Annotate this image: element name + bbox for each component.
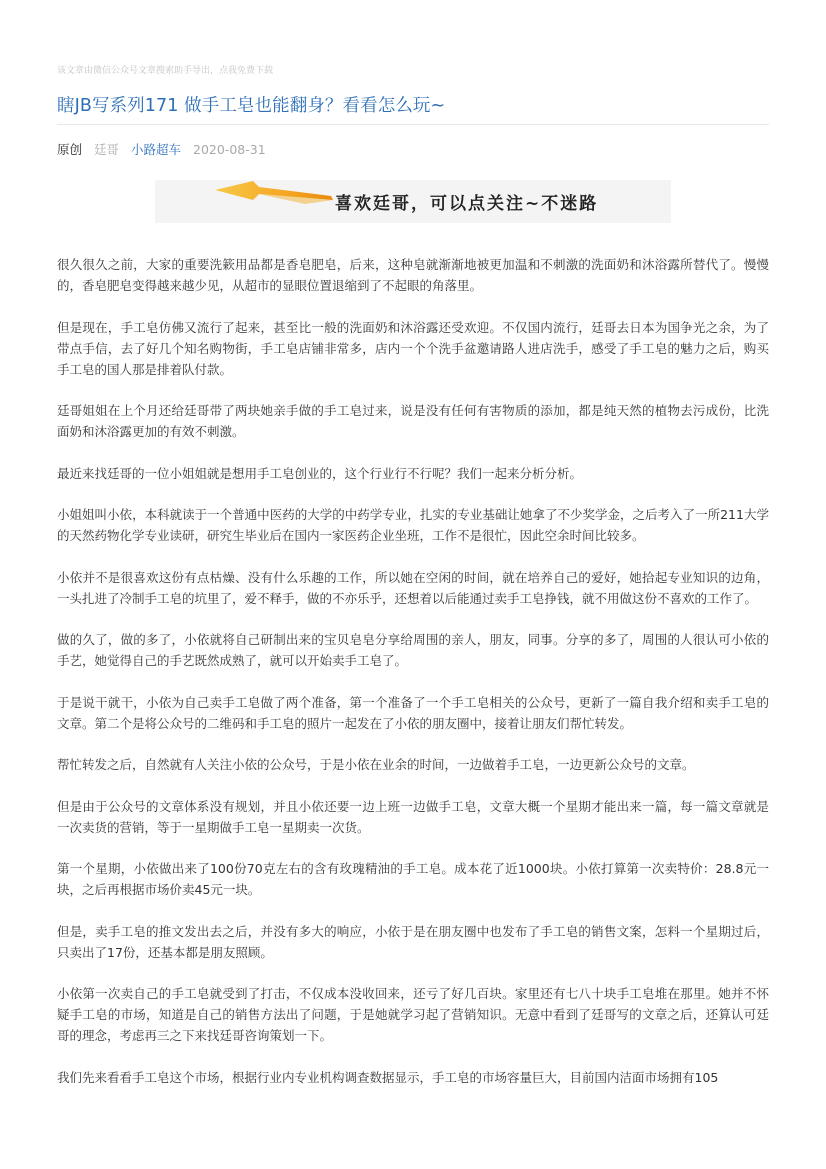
account-link[interactable]: 小路超车	[131, 142, 182, 157]
paragraph: 第一个星期，小依做出来了100份70克左右的含有玫瑰精油的手工皂。成本花了近1000块。小依打算第一次卖特价：28.8元一块，之后再根据市场价卖45元一块。	[57, 861, 769, 897]
paragraph: 但是，卖手工皂的推文发出去之后，并没有多大的响应，小依于是在朋友圈中也发布了手工皂的销售文案，怎料一个星期过后，只卖出了17份，还基本都是朋友照顾。	[57, 923, 769, 960]
paragraph: 但是由于公众号的文章体系没有规划，并且小依还要一边上班一边做手工皂，文章大概一个星期才能出来一篇，每一篇文章就是一次卖货的营销，等于一星期做手工皂一星期卖一次货。	[57, 798, 769, 835]
paragraph: 最近来找廷哥的一位小姐姐就是想用手工皂创业的，这个行业行不行呢？我们一起来分析分析。	[57, 465, 583, 481]
article-meta	[57, 140, 274, 158]
paragraph: 小依第一次卖自己的手工皂就受到了打击，不仅成本没收回来，还亏了好几百块。家里还有七八十块手工皂堆在那里。她并不怀疑手工皂的市场，知道是自己的销售方法出了问题，于是她就学习起了营销知识。无意中看到了廷哥写的文章之后，还算认可廷哥的理念，考虑再三之下来找廷哥咨询策划一下。	[57, 986, 769, 1043]
publish-date: 2020-08-31	[193, 142, 266, 157]
article-title: 瞎JB写系列171 做手工皂也能翻身？看看怎么玩~	[57, 96, 446, 116]
paragraph: 小姐姐叫小依，本科就读于一个普通中医药的大学的中药学专业，扎实的专业基础让她拿了不少奖学金，之后考入了一所211大学的天然药物化学专业读研，研究生毕业后在国内一家医药企业坐班，工作不是很忙，因此空余时间比较多。	[57, 507, 769, 543]
banner-slogan: 喜欢廷哥，可以点关注~不迷路	[335, 194, 599, 214]
paragraph: 做的久了，做的多了，小依就将自己研制出来的宝贝皂皂分享给周围的亲人，朋友，同事。分享的多了，周围的人很认可小依的手艺，她觉得自己的手艺既然成熟了，就可以开始卖手工皂了。	[57, 632, 769, 668]
author-name: 廷哥	[94, 142, 120, 157]
paragraph: 很久很久之前，大家的重要洗簌用品都是香皂肥皂，后来，这种皂就渐渐地被更加温和不刺激的洗面奶和沐浴露所替代了。慢慢的，香皂肥皂变得越来越少见，从超市的显眼位置退缩到了不起眼的角落里。	[57, 257, 769, 293]
paragraph: 小依并不是很喜欢这份有点枯燥、没有什么乐趣的工作，所以她在空闲的时间，就在培养自己的爱好，她拾起专业知识的边角，一头扎进了冷制手工皂的坑里了，爱不释手，做的不亦乐乎，还想着以后能通过卖手工皂挣钱，就不用做这份不喜欢的工作了。	[57, 569, 769, 606]
export-watermark-link[interactable]: 该文章由微信公众号文章搜索助手导出，点我免费下载	[57, 66, 274, 76]
follow-banner	[155, 180, 671, 223]
paragraph: 于是说干就干，小依为自己卖手工皂做了两个准备，第一个准备了一个手工皂相关的公众号，更新了一篇自我介绍和卖手工皂的文章。第二个是将公众号的二维码和手工皂的照片一起发在了小依的朋友圈中，接着让朋友们帮忙转发。	[57, 694, 769, 731]
paragraph: 我们先来看看手工皂这个市场，根据行业内专业机构调查数据显示，手工皂的市场容量巨大，目前国内洁面市场拥有105	[57, 1069, 719, 1085]
paragraph: 但是现在，手工皂仿佛又流行了起来，甚至比一般的洗面奶和沐浴露还受欢迎。不仅国内流行，廷哥去日本为国争光之余，为了带点手信，去了好几个知名购物街，手工皂店铺非常多，店内一个个洗手盆邀请路人进店洗手，感受了手工皂的魅力之后，购买手工皂的国人那是排着队付款。	[57, 319, 769, 377]
paragraph: 帮忙转发之后，自然就有人关注小依的公众号，于是小依在业余的时间，一边做着手工皂，一边更新公众号的文章。	[57, 757, 695, 772]
article-body	[57, 254, 769, 1108]
title-divider	[57, 124, 769, 125]
original-tag: 原创	[57, 142, 83, 157]
paragraph: 廷哥姐姐在上个月还给廷哥带了两块她亲手做的手工皂过来，说是没有任何有害物质的添加，都是纯天然的植物去污成份，比洗面奶和沐浴露更加的有效不刺激。	[57, 403, 769, 439]
